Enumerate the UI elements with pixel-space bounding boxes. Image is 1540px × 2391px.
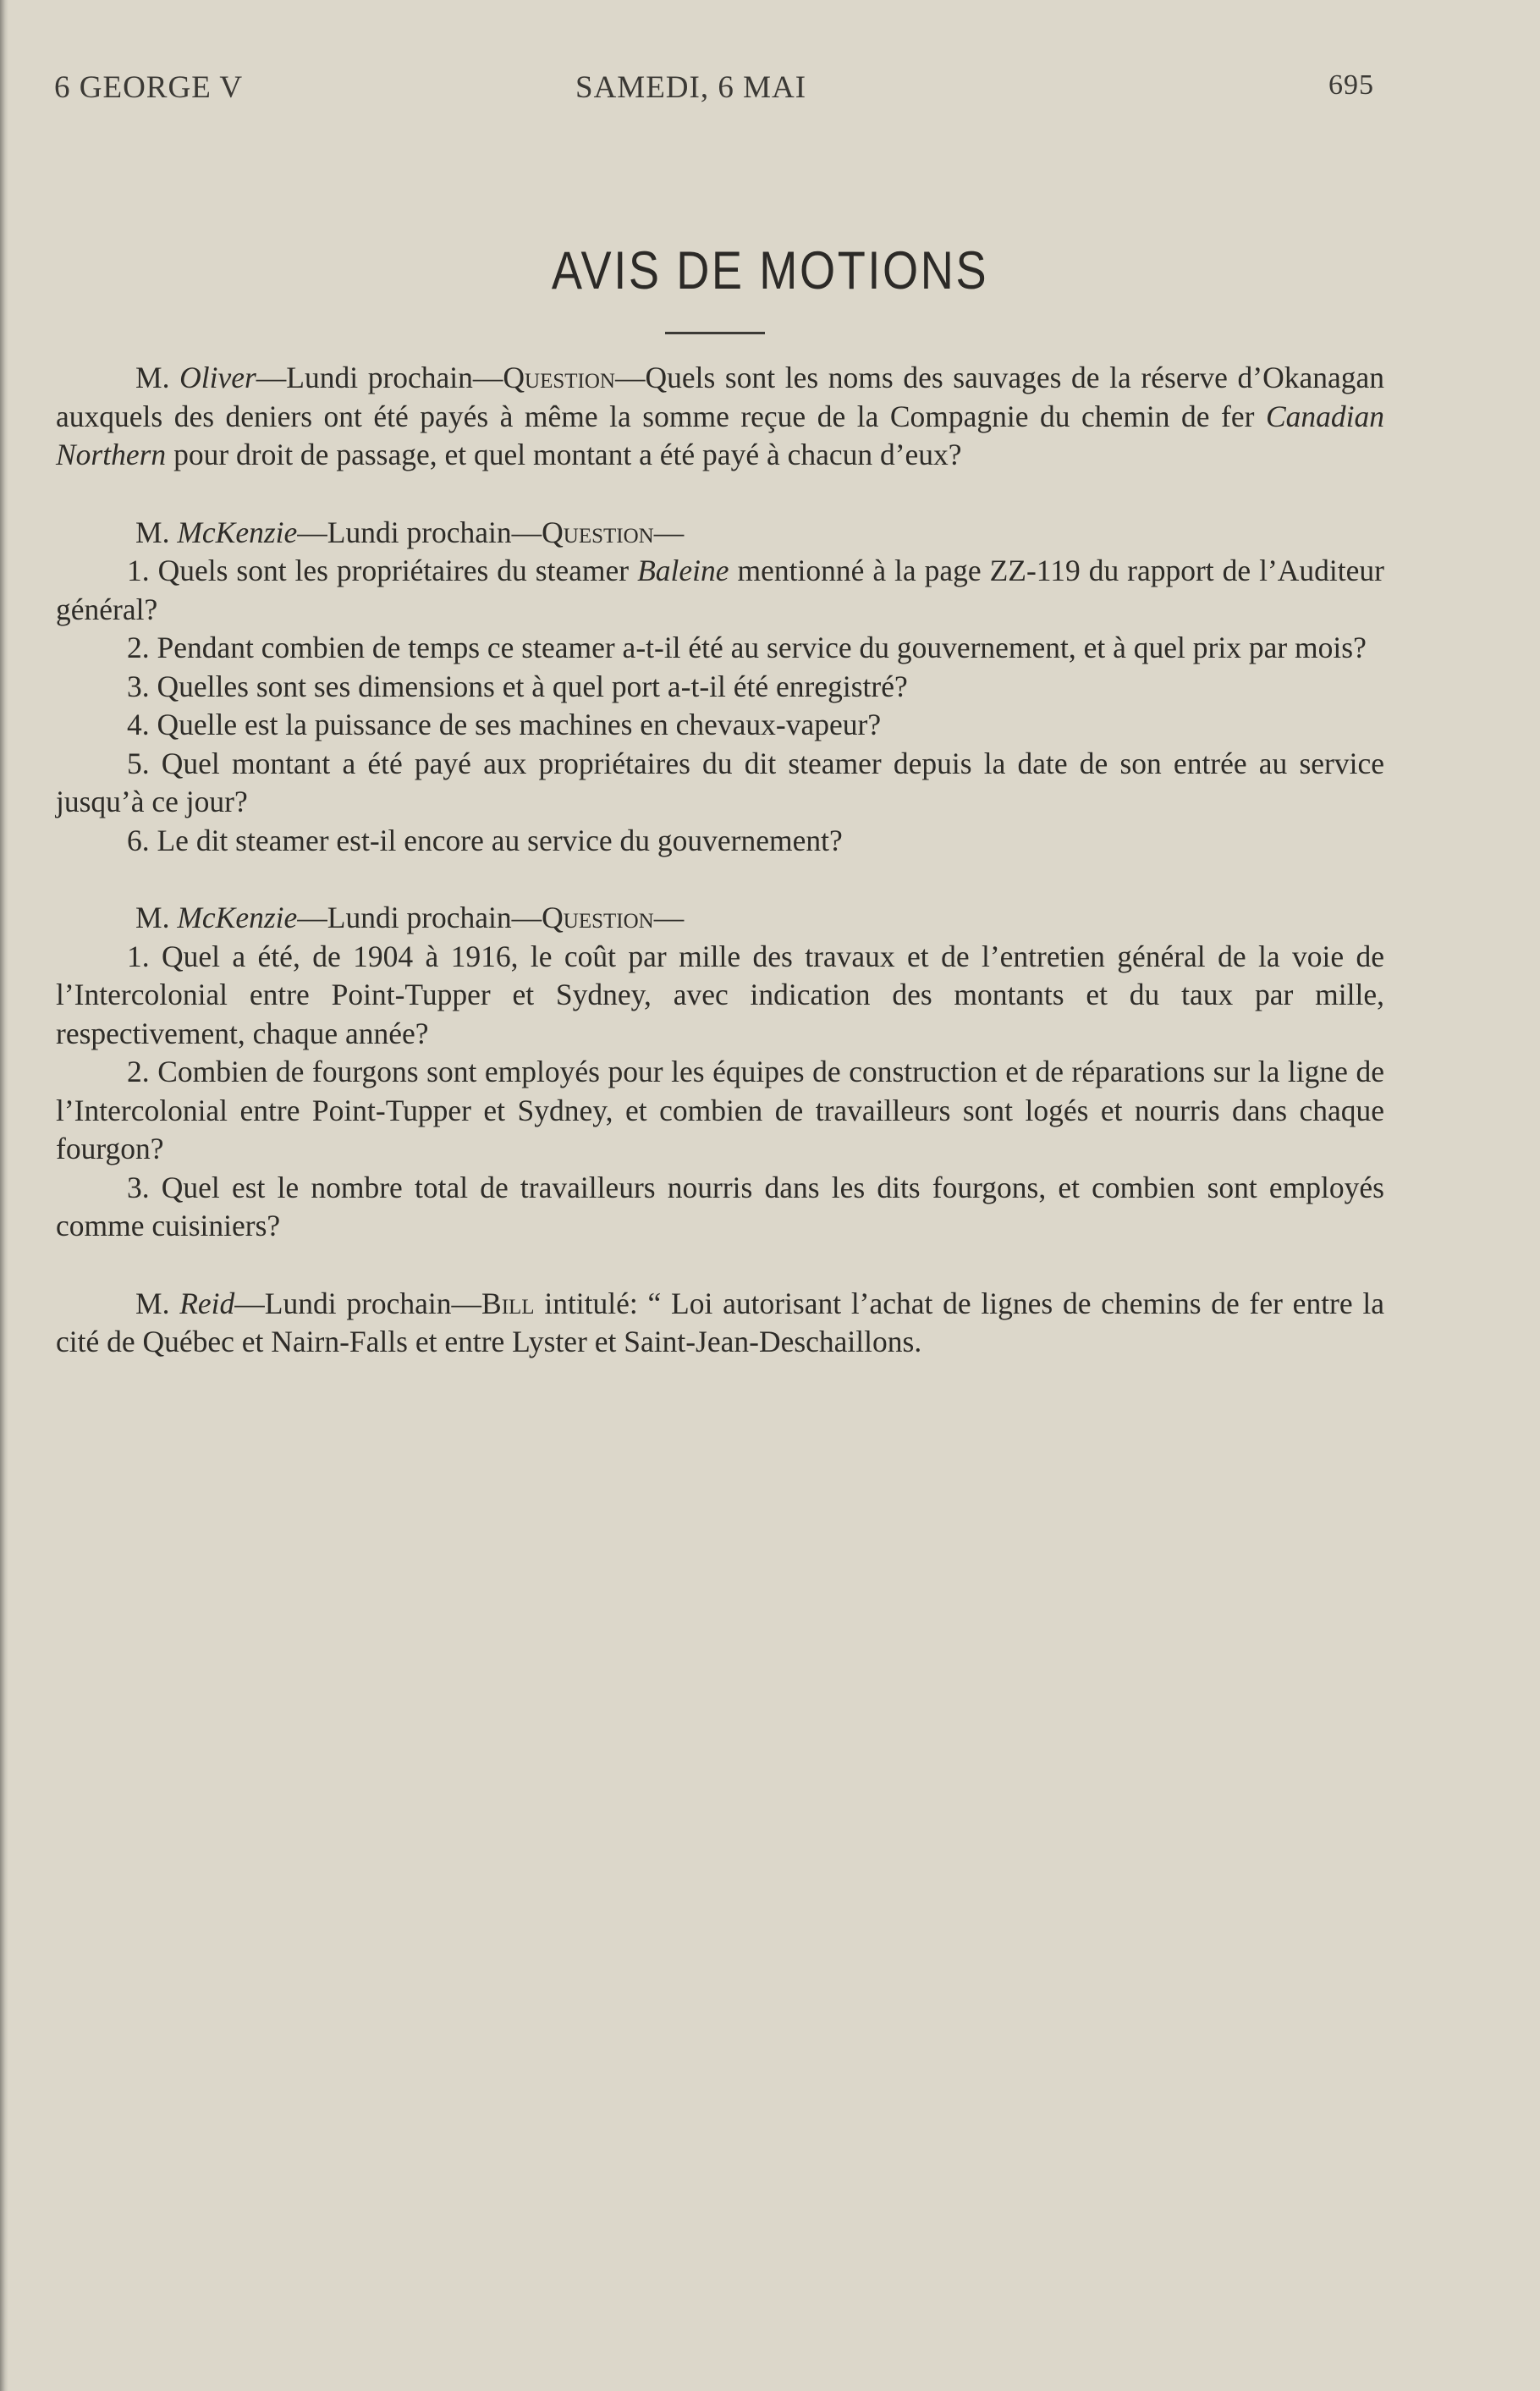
motion-schedule: —Lundi prochain—: [234, 1286, 482, 1320]
motion-text-end: pour droit de passage, et quel montant a été payé à chacun d’eux?: [166, 438, 962, 471]
header-regnal-year: 6 GEORGE V: [54, 70, 244, 105]
motion-text: intitulé: “ Loi autorisant l’achat de lignes de chemins de fer entre la cité de Québec et Nairn-Falls et entre Lyster et Saint-Jean-Deschaillons.: [56, 1286, 1385, 1358]
page-title: AVIS DE MOTIONS: [551, 241, 989, 300]
motion-paragraph: [56, 1285, 1384, 1362]
motion-oliver: [56, 359, 1384, 475]
motions-body: [56, 359, 1384, 1401]
header-date: SAMEDI, 6 MAI: [575, 70, 807, 105]
motion-text: —Quels sont les noms des sauvages de la réserve d’Okanagan auxquels des deniers ont été payés à même la somme reçue de la Compagnie du chemin de fer: [56, 361, 1385, 433]
title-divider: [665, 332, 765, 334]
motion-dash: —: [653, 515, 685, 549]
motion-dash: —: [653, 901, 685, 934]
question-item: 4. Quelle est la puissance de ses machines en chevaux-vapeur?: [127, 708, 882, 741]
question-item: 6. Le dit steamer est-il encore au service du gouvernement?: [127, 823, 843, 857]
motion-reid-bill: [56, 1285, 1384, 1362]
motion-heading: [56, 514, 1384, 553]
member-prefix: M.: [135, 1286, 170, 1320]
question-item: 2. Pendant combien de temps ce steamer a-t-il été au service du gouvernement, et à quel prix par mois?: [127, 631, 1367, 664]
page-gutter-shadow: [0, 0, 8, 2391]
member-name: McKenzie: [177, 515, 298, 549]
question-item: 3. Quel est le nombre total de travailleurs nourris dans les dits fourgons, et combien sont employés comme cuisiniers?: [56, 1170, 1384, 1242]
motion-type: Question: [503, 361, 615, 394]
motion-schedule: —Lundi prochain—: [256, 361, 503, 394]
company-name: Canadian Northern: [56, 399, 1384, 471]
motion-type: Question: [542, 515, 654, 549]
question-text-end: mentionné à la page ZZ-119 du rapport de l’Auditeur général?: [56, 554, 1384, 626]
question-item: 1. Quel a été, de 1904 à 1916, le coût par mille des travaux et de l’entretien général de la voie de l’Intercolonial entre Point-Tupper et Sydney, avec indication des montants et du taux par mille, respectivement, chaque année?: [56, 939, 1384, 1050]
question-text: 1. Quels sont les propriétaires du steamer: [127, 554, 638, 587]
header-page-number: 695: [1328, 69, 1374, 101]
question-item: 3. Quelles sont ses dimensions et à quel port a-t-il été enregistré?: [127, 669, 908, 703]
motion-schedule: —Lundi prochain—: [297, 515, 542, 549]
member-prefix: M.: [135, 361, 170, 394]
ship-name: Baleine: [637, 554, 729, 587]
question-item: [56, 552, 1384, 629]
motion-type: Question: [542, 901, 654, 934]
member-name: Oliver: [179, 361, 256, 394]
member-prefix: M.: [135, 901, 170, 934]
question-item: 2. Combien de fourgons sont employés pour les équipes de construction et de réparations sur la ligne de l’Intercolonial entre Point-Tupper et Sydney, et combien de travailleurs sont logés et nourris dans chaque fourgon?: [56, 1055, 1384, 1165]
motion-type: Bill: [481, 1286, 535, 1320]
motion-heading: [56, 899, 1384, 938]
motion-mckenzie-intercolonial: [56, 899, 1384, 1246]
motion-schedule: —Lundi prochain—: [297, 901, 542, 934]
member-name: Reid: [179, 1286, 235, 1320]
member-name: McKenzie: [177, 901, 298, 934]
member-prefix: M.: [135, 515, 170, 549]
motion-paragraph: [56, 359, 1384, 475]
motion-mckenzie-steamer: [56, 514, 1384, 861]
question-item: 5. Quel montant a été payé aux propriétaires du dit steamer depuis la date de son entrée au service jusqu’à ce jour?: [56, 746, 1384, 818]
